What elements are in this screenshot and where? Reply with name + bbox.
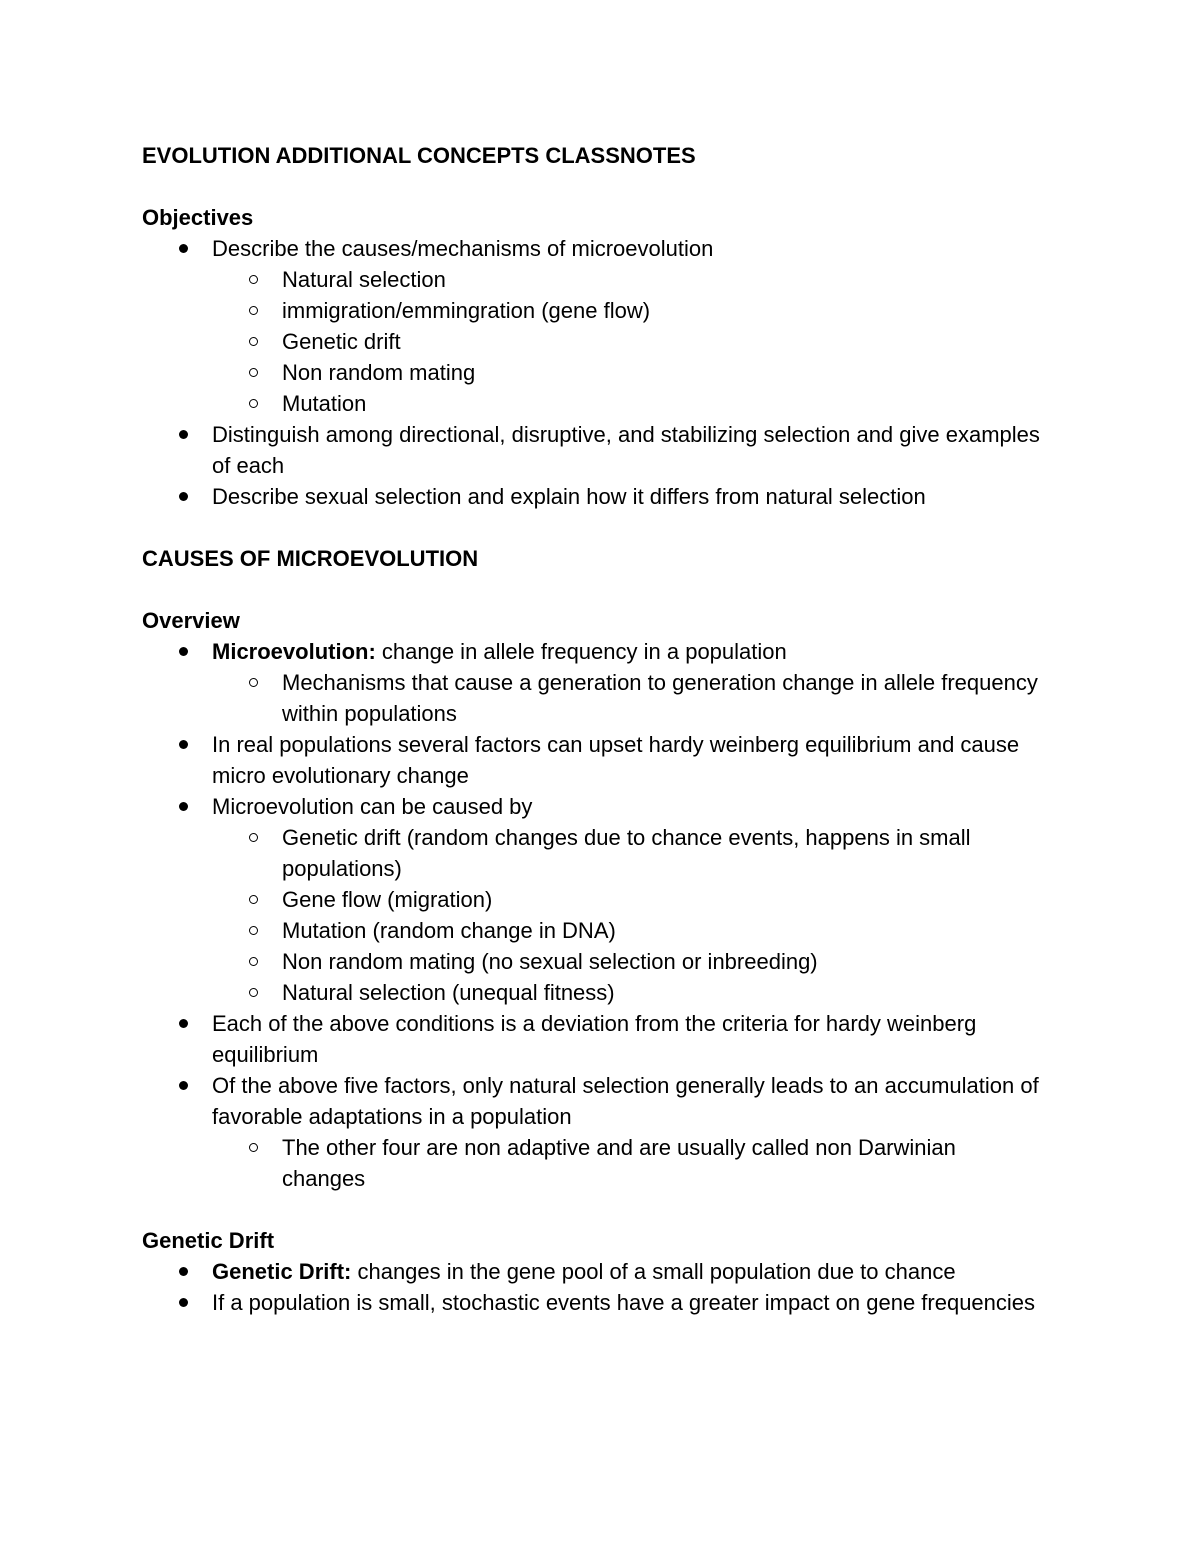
list-item: Distinguish among directional, disruptive, and stabilizing selection and give examples of each (142, 419, 1042, 481)
genetic-drift-list (142, 1256, 1042, 1318)
sub-list-item: Gene flow (migration) (142, 884, 1042, 915)
bullet-icon (179, 1298, 188, 1307)
sub-list-item: Mechanisms that cause a generation to generation change in allele frequency within populations (142, 667, 1042, 729)
sub-list-item: Natural selection (unequal fitness) (142, 977, 1042, 1008)
list-item: Genetic Drift: changes in the gene pool of a small population due to chance (142, 1256, 1042, 1287)
term: Microevolution: (212, 639, 376, 664)
list-item: Microevolution: change in allele frequency in a population (142, 636, 1042, 667)
document-title: EVOLUTION ADDITIONAL CONCEPTS CLASSNOTES (142, 143, 696, 168)
bullet-icon (179, 244, 188, 253)
sub-list-item: Natural selection (142, 264, 1042, 295)
bullet-icon (179, 647, 188, 656)
circle-bullet-icon (249, 988, 258, 997)
bullet-icon (179, 1081, 188, 1090)
sub-list-item: Mutation (142, 388, 1042, 419)
sub-list-item: Mutation (random change in DNA) (142, 915, 1042, 946)
sub-list-item: Non random mating (142, 357, 1042, 388)
bullet-icon (179, 740, 188, 749)
objectives-list (142, 233, 1042, 512)
circle-bullet-icon (249, 1143, 258, 1152)
sub-list-item: The other four are non adaptive and are usually called non Darwinian changes (142, 1132, 1042, 1194)
bullet-icon (179, 430, 188, 439)
circle-bullet-icon (249, 399, 258, 408)
list-item: Microevolution can be caused by (142, 791, 1042, 822)
circle-bullet-icon (249, 833, 258, 842)
circle-bullet-icon (249, 895, 258, 904)
bullet-icon (179, 1019, 188, 1028)
list-item: Describe sexual selection and explain how it differs from natural selection (142, 481, 1042, 512)
sub-list-item: Genetic drift (142, 326, 1042, 357)
sub-list-item: Non random mating (no sexual selection or inbreeding) (142, 946, 1042, 977)
bullet-icon (179, 802, 188, 811)
circle-bullet-icon (249, 926, 258, 935)
genetic-drift-heading: Genetic Drift (142, 1228, 275, 1253)
list-item: If a population is small, stochastic events have a greater impact on gene frequencies (142, 1287, 1042, 1318)
list-item: In real populations several factors can upset hardy weinberg equilibrium and cause micro evolutionary change (142, 729, 1042, 791)
circle-bullet-icon (249, 337, 258, 346)
causes-heading: CAUSES OF MICROEVOLUTION (142, 546, 479, 571)
bullet-icon (179, 492, 188, 501)
list-item: Each of the above conditions is a deviation from the criteria for hardy weinberg equilibrium (142, 1008, 1042, 1070)
sub-list-item: Genetic drift (random changes due to chance events, happens in small populations) (142, 822, 1042, 884)
bullet-icon (179, 1267, 188, 1276)
document-body (142, 140, 1042, 1318)
list-item: Of the above five factors, only natural selection generally leads to an accumulation of favorable adaptations in a population (142, 1070, 1042, 1132)
circle-bullet-icon (249, 957, 258, 966)
objectives-heading: Objectives (142, 205, 254, 230)
circle-bullet-icon (249, 678, 258, 687)
overview-heading: Overview (142, 608, 240, 633)
list-item: Describe the causes/mechanisms of microevolution (142, 233, 1042, 264)
sub-list-item: immigration/emmingration (gene flow) (142, 295, 1042, 326)
term: Genetic Drift: (212, 1259, 352, 1284)
circle-bullet-icon (249, 275, 258, 284)
overview-list (142, 636, 1042, 1194)
circle-bullet-icon (249, 368, 258, 377)
circle-bullet-icon (249, 306, 258, 315)
